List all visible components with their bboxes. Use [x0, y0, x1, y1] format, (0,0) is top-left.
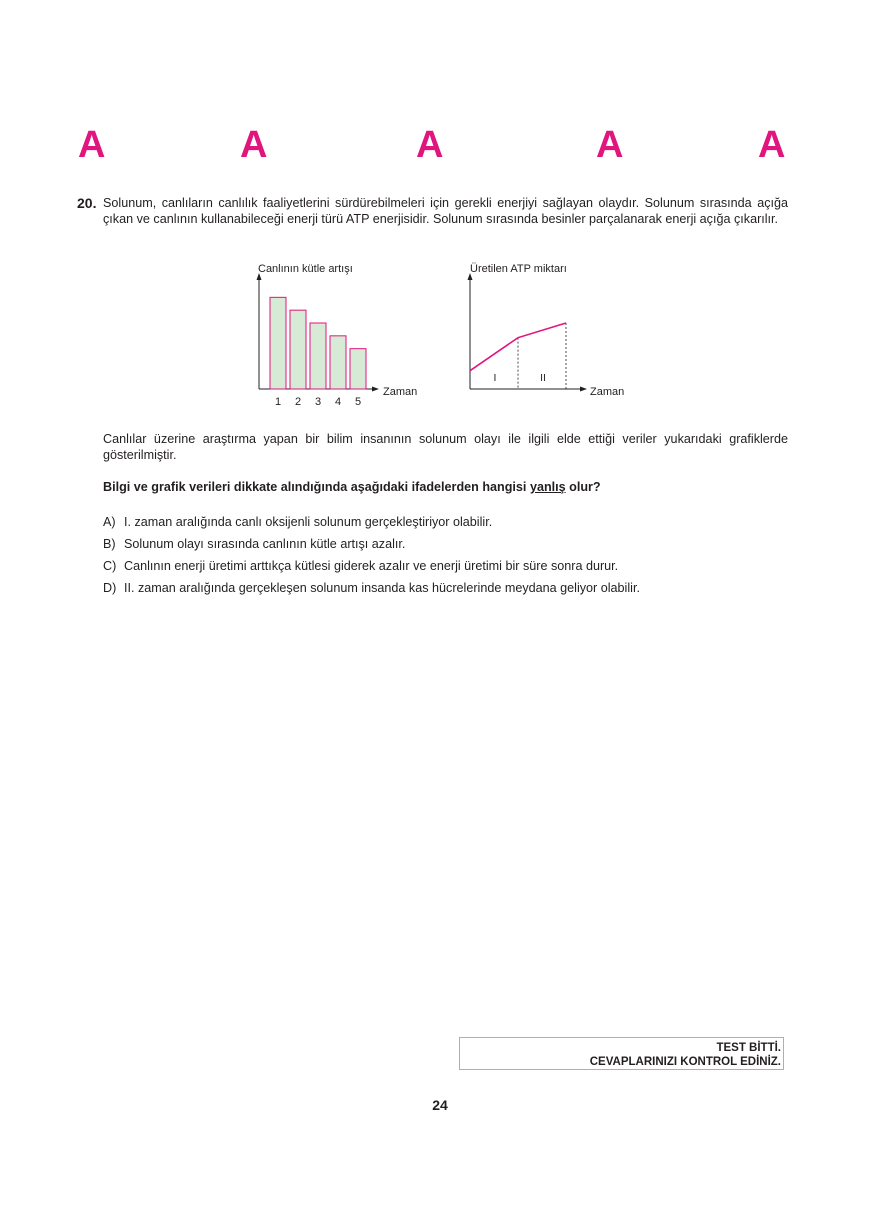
stem-text-before: Bilgi ve grafik verileri dikkate alındığında aşağıdaki ifadelerden hangisi	[103, 480, 530, 494]
chart1-xlabel: Zaman	[383, 386, 418, 398]
bar-4	[330, 336, 346, 389]
tick-label-2: 2	[294, 396, 302, 408]
option-a[interactable]	[103, 515, 492, 529]
stem-emphasis: yanlış	[529, 480, 566, 494]
booklet-letter: A	[758, 124, 786, 166]
option-text: Solunum olayı sırasında canlının kütle artışı azalır.	[124, 537, 406, 551]
question-intro: Solunum, canlıların canlılık faaliyetlerini sürdürebilmeleri için gerekli enerjiyi sağlayan olaydır. Solunum sırasında açığa çıkan ve canlının kullanabileceği enerji türü ATP enerjisidir. Solunum sırasında besinler parçalanarak enerji açığa çıkarılır.	[103, 196, 788, 226]
option-text: II. zaman aralığında gerçekleşen solunum insanda kas hücrelerinde meydana geliyor olabilir.	[124, 581, 640, 595]
booklet-letter: A	[416, 124, 444, 166]
booklet-letter: A	[596, 124, 624, 166]
region-label-I: I	[493, 372, 497, 384]
region-label-II: II	[540, 372, 546, 384]
atp-production-line-chart	[460, 258, 640, 408]
question-context: Canlılar üzerine araştırma yapan bir bilim insanının solunum olayı ile ilgili elde ettiği veriler yukarıdaki grafiklerde gösterilmiştir.	[103, 432, 788, 462]
booklet-letter: A	[78, 124, 106, 166]
option-c[interactable]	[103, 559, 618, 573]
bar-2	[290, 310, 306, 389]
option-letter: A)	[103, 515, 116, 529]
option-b[interactable]	[103, 537, 405, 551]
page-number: 24	[432, 1097, 448, 1113]
test-end-box	[459, 1037, 784, 1070]
chart1-x-arrow	[372, 387, 379, 392]
option-letter: C)	[103, 559, 117, 573]
bar-3	[310, 323, 326, 389]
option-d[interactable]	[103, 581, 640, 595]
mass-increase-bar-chart	[250, 258, 440, 410]
tick-label-1: 1	[274, 396, 282, 408]
chart2-xlabel: Zaman	[590, 386, 625, 398]
test-end-line2: CEVAPLARINIZI KONTROL EDİNİZ.	[589, 1056, 781, 1068]
tick-label-4: 4	[334, 396, 342, 408]
option-text: Canlının enerji üretimi arttıkça kütlesi giderek azalır ve enerji üretimi bir süre sonra durur.	[124, 559, 619, 573]
option-text: I. zaman aralığında canlı oksijenli solunum gerçekleştiriyor olabilir.	[124, 515, 493, 529]
booklet-letter: A	[240, 124, 268, 166]
chart2-x-arrow	[580, 387, 587, 392]
chart1-ylabel: Canlının kütle artışı	[258, 263, 353, 275]
stem-text-after: olur?	[565, 480, 601, 494]
tick-label-5: 5	[354, 396, 362, 408]
bar-5	[350, 349, 366, 389]
question-stem	[103, 480, 601, 494]
bar-1	[270, 297, 286, 389]
option-letter: D)	[103, 581, 117, 595]
tick-label-3: 3	[314, 396, 322, 408]
test-end-line1: TEST BİTTİ.	[716, 1042, 781, 1054]
chart2-ylabel: Üretilen ATP miktarı	[470, 263, 567, 275]
question-number: 20.	[77, 195, 97, 211]
option-letter: B)	[103, 537, 116, 551]
